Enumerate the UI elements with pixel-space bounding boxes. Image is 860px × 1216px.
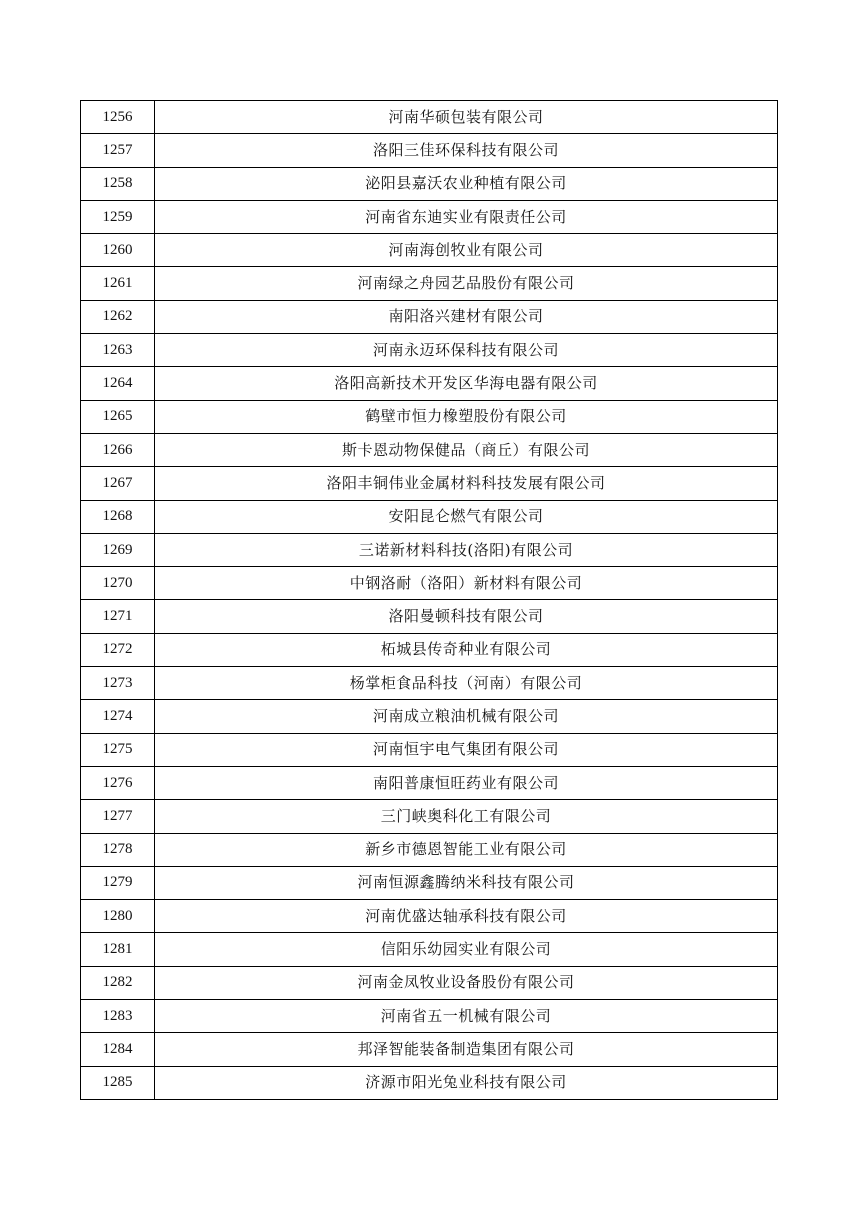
company-name-cell: 南阳洛兴建材有限公司 xyxy=(155,300,778,333)
table-row xyxy=(81,134,778,167)
table-row xyxy=(81,733,778,766)
row-number-cell: 1282 xyxy=(81,966,155,999)
row-number-cell: 1281 xyxy=(81,933,155,966)
table-row xyxy=(81,533,778,566)
row-number-cell: 1280 xyxy=(81,900,155,933)
table-row xyxy=(81,866,778,899)
row-number-cell: 1278 xyxy=(81,833,155,866)
row-number-cell: 1257 xyxy=(81,134,155,167)
table-row xyxy=(81,766,778,799)
company-name-cell: 河南金凤牧业设备股份有限公司 xyxy=(155,966,778,999)
company-name-cell: 鹤壁市恒力橡塑股份有限公司 xyxy=(155,400,778,433)
company-name-cell: 河南成立粮油机械有限公司 xyxy=(155,700,778,733)
row-number-cell: 1285 xyxy=(81,1066,155,1099)
company-name-cell: 济源市阳光兔业科技有限公司 xyxy=(155,1066,778,1099)
row-number-cell: 1267 xyxy=(81,467,155,500)
row-number-cell: 1279 xyxy=(81,866,155,899)
row-number-cell: 1260 xyxy=(81,234,155,267)
table-row xyxy=(81,833,778,866)
company-name-cell: 河南恒源鑫腾纳米科技有限公司 xyxy=(155,866,778,899)
row-number-cell: 1271 xyxy=(81,600,155,633)
table-row xyxy=(81,600,778,633)
table-row xyxy=(81,267,778,300)
row-number-cell: 1274 xyxy=(81,700,155,733)
table-row xyxy=(81,700,778,733)
table-row xyxy=(81,667,778,700)
row-number-cell: 1263 xyxy=(81,334,155,367)
table-body xyxy=(81,101,778,1100)
company-name-cell: 河南华硕包装有限公司 xyxy=(155,101,778,134)
company-name-cell: 柘城县传奇种业有限公司 xyxy=(155,633,778,666)
row-number-cell: 1264 xyxy=(81,367,155,400)
row-number-cell: 1259 xyxy=(81,200,155,233)
table-row xyxy=(81,800,778,833)
row-number-cell: 1261 xyxy=(81,267,155,300)
row-number-cell: 1265 xyxy=(81,400,155,433)
row-number-cell: 1283 xyxy=(81,1000,155,1033)
company-name-cell: 河南恒宇电气集团有限公司 xyxy=(155,733,778,766)
table-row xyxy=(81,1000,778,1033)
company-name-cell: 河南优盛达轴承科技有限公司 xyxy=(155,900,778,933)
company-name-cell: 安阳昆仑燃气有限公司 xyxy=(155,500,778,533)
company-name-cell: 中钢洛耐（洛阳）新材料有限公司 xyxy=(155,567,778,600)
company-name-cell: 信阳乐幼园实业有限公司 xyxy=(155,933,778,966)
table-row xyxy=(81,367,778,400)
table-row xyxy=(81,200,778,233)
company-name-cell: 三诺新材料科技(洛阳)有限公司 xyxy=(155,533,778,566)
company-name-cell: 洛阳高新技术开发区华海电器有限公司 xyxy=(155,367,778,400)
table-row xyxy=(81,234,778,267)
company-name-cell: 南阳普康恒旺药业有限公司 xyxy=(155,766,778,799)
table-row xyxy=(81,567,778,600)
company-name-cell: 洛阳三佳环保科技有限公司 xyxy=(155,134,778,167)
company-name-cell: 洛阳丰铜伟业金属材料科技发展有限公司 xyxy=(155,467,778,500)
table-row xyxy=(81,633,778,666)
table-row xyxy=(81,167,778,200)
company-list-table xyxy=(80,100,778,1100)
row-number-cell: 1272 xyxy=(81,633,155,666)
table-row xyxy=(81,966,778,999)
table-row xyxy=(81,1066,778,1099)
company-name-cell: 杨掌柜食品科技（河南）有限公司 xyxy=(155,667,778,700)
row-number-cell: 1273 xyxy=(81,667,155,700)
company-name-cell: 河南永迈环保科技有限公司 xyxy=(155,334,778,367)
row-number-cell: 1256 xyxy=(81,101,155,134)
company-name-cell: 斯卡恩动物保健品（商丘）有限公司 xyxy=(155,433,778,466)
company-name-cell: 新乡市德恩智能工业有限公司 xyxy=(155,833,778,866)
company-name-cell: 泌阳县嘉沃农业种植有限公司 xyxy=(155,167,778,200)
company-name-cell: 三门峡奥科化工有限公司 xyxy=(155,800,778,833)
table-row xyxy=(81,400,778,433)
table-row xyxy=(81,334,778,367)
company-name-cell: 河南海创牧业有限公司 xyxy=(155,234,778,267)
table-row xyxy=(81,900,778,933)
company-name-cell: 邦泽智能装备制造集团有限公司 xyxy=(155,1033,778,1066)
company-name-cell: 洛阳曼顿科技有限公司 xyxy=(155,600,778,633)
table-row xyxy=(81,500,778,533)
row-number-cell: 1276 xyxy=(81,766,155,799)
row-number-cell: 1269 xyxy=(81,533,155,566)
table-row xyxy=(81,433,778,466)
table-row xyxy=(81,467,778,500)
row-number-cell: 1266 xyxy=(81,433,155,466)
row-number-cell: 1270 xyxy=(81,567,155,600)
table-row xyxy=(81,101,778,134)
row-number-cell: 1258 xyxy=(81,167,155,200)
row-number-cell: 1284 xyxy=(81,1033,155,1066)
company-name-cell: 河南绿之舟园艺品股份有限公司 xyxy=(155,267,778,300)
company-name-cell: 河南省东迪实业有限责任公司 xyxy=(155,200,778,233)
company-name-cell: 河南省五一机械有限公司 xyxy=(155,1000,778,1033)
row-number-cell: 1277 xyxy=(81,800,155,833)
table-row xyxy=(81,933,778,966)
row-number-cell: 1268 xyxy=(81,500,155,533)
table-row xyxy=(81,1033,778,1066)
table-row xyxy=(81,300,778,333)
row-number-cell: 1275 xyxy=(81,733,155,766)
row-number-cell: 1262 xyxy=(81,300,155,333)
